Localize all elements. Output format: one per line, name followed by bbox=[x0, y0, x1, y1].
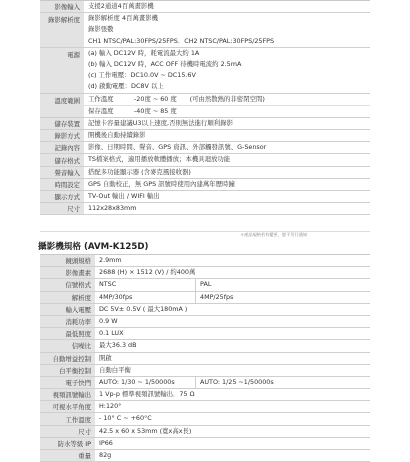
spec-value: TV-Out 輸出 / WIFI 輸出 bbox=[88, 192, 160, 200]
spec-label: 信噪比 bbox=[40, 340, 95, 351]
spec-label: 重量 bbox=[40, 450, 95, 461]
spec-label: 工作溫度 bbox=[40, 413, 95, 424]
spec-label: 電子快門 bbox=[40, 377, 95, 388]
spec-sub-label: 工作溫度 bbox=[88, 94, 114, 103]
spec-value: 2.9mm bbox=[99, 256, 122, 264]
camera-row-input-voltage bbox=[40, 304, 370, 316]
spec-value: 1 Vp-p 標準視頻訊號輸出．75 Ω bbox=[99, 390, 195, 399]
spec-label: 聲音輸入 bbox=[40, 167, 84, 178]
camera-row-resolution bbox=[40, 292, 370, 304]
spec-row-display-mode bbox=[40, 191, 370, 203]
spec-sub-label: 保存溫度 bbox=[88, 106, 114, 115]
divider bbox=[40, 231, 370, 232]
spec-row-audio-input bbox=[40, 167, 370, 179]
spec-value: AUTO: 1/25 ~1/50000s bbox=[200, 377, 274, 386]
spec-label: 儲存裝置 bbox=[40, 118, 84, 129]
spec-row-time-setting bbox=[40, 179, 370, 191]
camera-row-power bbox=[40, 316, 370, 328]
spec-value: 42.5 x 60 x 53mm (寬x高x長) bbox=[99, 426, 192, 435]
disclaimer-note: ＊產品規格若有變更，恕不另行通知 bbox=[240, 232, 308, 237]
spec-value: 4MP/25fps bbox=[200, 292, 234, 301]
spec-value: 82g bbox=[99, 451, 112, 459]
spec-value: NTSC bbox=[99, 279, 196, 290]
spec-label: 尺寸 bbox=[40, 426, 95, 437]
camera-row-snr bbox=[40, 340, 370, 352]
spec-label: 尺寸 bbox=[40, 203, 84, 214]
spec-value: CH1 NTSC/PAL:30FPS/25FPS．CH2 NTSC/PAL:30FPS/25FPS bbox=[88, 36, 275, 45]
spec-value: TS檔案格式，適用播放軟體播放；本機具迴放功能 bbox=[88, 155, 231, 164]
spec-label: 記錄內容 bbox=[40, 142, 84, 153]
spec-value: (c) 工作電壓：DC10.0V ~ DC15.6V bbox=[88, 71, 196, 80]
spec-value: 112x28x83mm bbox=[88, 204, 137, 213]
spec-label: 解析度 bbox=[40, 292, 95, 303]
spec-value: PAL bbox=[200, 280, 212, 289]
spec-value: (a) 輸入 DC12V 時，耗電流最大約 1A bbox=[88, 48, 200, 57]
spec-label: 電源 bbox=[40, 48, 84, 93]
spec-row-record-mode bbox=[40, 130, 370, 142]
spec-value: (b) 輸入 DC12V 時，ACC OFF 待機時電流約 2.5mA bbox=[88, 59, 242, 68]
camera-row-view-angle bbox=[40, 401, 370, 413]
camera-row-agc bbox=[40, 353, 370, 365]
spec-value: 錄影解析度 4百萬畫影機 bbox=[88, 14, 159, 23]
spec-label: 白平衡控制 bbox=[40, 365, 95, 376]
camera-row-operating-temp bbox=[40, 413, 370, 425]
spec-label: 時間設定 bbox=[40, 179, 84, 190]
spec-label: 視頻訊號輸出 bbox=[40, 389, 95, 400]
spec-row-record-content bbox=[40, 142, 370, 154]
spec-label: 信號格式 bbox=[40, 279, 95, 290]
spec-value: 最大36.3 dB bbox=[99, 341, 137, 350]
spec-value: H:120° bbox=[99, 402, 122, 411]
spec-label: 防水等級 IP bbox=[40, 438, 95, 449]
spec-label: 溫度範圍 bbox=[40, 94, 84, 117]
camera-row-pixels bbox=[40, 267, 370, 279]
spec-label: 鏡頭規格 bbox=[40, 255, 95, 266]
spec-label: 錄影解析度 bbox=[40, 13, 84, 47]
camera-row-video-output bbox=[40, 389, 370, 401]
camera-row-min-illumination bbox=[40, 328, 370, 340]
spec-value: 開機後自動持續錄影 bbox=[88, 131, 146, 140]
spec-label: 可視水平角度 bbox=[40, 401, 95, 412]
spec-value: -20度 ~ 60 度 (可由然散熱的非密閉空間) bbox=[134, 94, 265, 103]
spec-value: GPS 自動校正，無 GPS 訊號時使用內建萬年歷時鐘 bbox=[88, 179, 235, 188]
spec-label: 最低照度 bbox=[40, 328, 95, 339]
spec-row-size bbox=[40, 203, 370, 215]
spec-label: 消耗功率 bbox=[40, 316, 95, 327]
spec-label: 輸入電壓 bbox=[40, 304, 95, 315]
spec-value: 自動白平衡 bbox=[99, 365, 131, 374]
spec-value: DC 5V± 0.5V ( 最大180mA ) bbox=[99, 304, 188, 313]
spec-value: 4MP/30fps bbox=[99, 292, 196, 303]
spec-value: 開啟 bbox=[99, 353, 112, 362]
camera-row-white-balance bbox=[40, 365, 370, 377]
spec-value: 0.1 LUX bbox=[99, 329, 124, 338]
spec-value: 0.9 W bbox=[99, 316, 118, 325]
spec-row-power bbox=[40, 48, 370, 94]
spec-row-temperature bbox=[40, 94, 370, 118]
camera-row-shutter bbox=[40, 377, 370, 389]
spec-row-video-input bbox=[40, 1, 370, 13]
camera-row-ip-rating bbox=[40, 438, 370, 450]
spec-value: 支援2通道4百萬畫影機 bbox=[88, 2, 154, 10]
spec-row-resolution bbox=[40, 13, 370, 48]
spec-label: 錄影方式 bbox=[40, 130, 84, 141]
spec-label: 影像畫素 bbox=[40, 267, 95, 278]
spec-table-2 bbox=[40, 254, 370, 462]
camera-row-lens bbox=[40, 255, 370, 267]
spec-value: 2688 (H) × 1512 (V) / 約400萬 bbox=[99, 268, 196, 277]
camera-spec-title: 攝影機規格 (AVM-K125D) bbox=[38, 242, 149, 252]
spec-value: (d) 啟動電壓：DC8V 以上 bbox=[88, 82, 164, 91]
spec-value: AUTO: 1/30 ~ 1/50000s bbox=[99, 377, 196, 388]
spec-value: IP66 bbox=[99, 438, 113, 447]
spec-value: 搭配多功能顯示器 (含麥克風接收器) bbox=[88, 167, 191, 176]
camera-row-signal-format bbox=[40, 279, 370, 291]
spec-value: 錄影張數 bbox=[88, 25, 114, 34]
spec-label: 顯示方式 bbox=[40, 191, 84, 202]
spec-value: -40度 ~ 85 度 bbox=[134, 106, 177, 115]
camera-row-weight bbox=[40, 450, 370, 462]
spec-label: 儲存格式 bbox=[40, 154, 84, 165]
spec-row-storage bbox=[40, 118, 370, 130]
spec-row-storage-format bbox=[40, 154, 370, 166]
spec-value: 影像、日期時間、聲音、GPS 資訊、外部觸發訊號、G-Sensor bbox=[88, 143, 267, 152]
spec-value: 記憶卡容量建議U3以上速度,否則無法進行順利錄影 bbox=[88, 118, 233, 127]
spec-table-1 bbox=[40, 0, 370, 215]
spec-label: 影像輸入 bbox=[40, 1, 84, 12]
spec-value: - 10° C ~ +60°C bbox=[99, 414, 152, 423]
camera-row-size bbox=[40, 426, 370, 438]
spec-label: 自動增益控制 bbox=[40, 353, 95, 364]
